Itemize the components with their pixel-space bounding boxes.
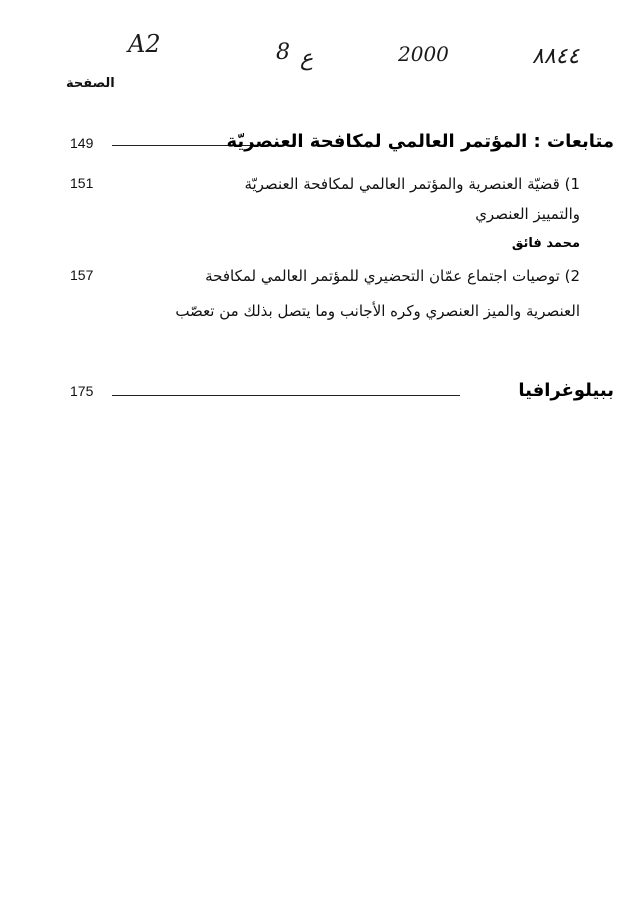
section-page-number: 149 (70, 135, 94, 151)
handwritten-eight: 8 (276, 40, 290, 65)
entry-line-1: 2) توصيات اجتماع عمّان التحضيري للمؤتمر العالمي لمكافحة (205, 267, 580, 285)
page-column-label: الصفحة (66, 76, 115, 91)
entry-author: محمد فائق (511, 236, 580, 251)
entry-line-2: العنصرية والميز العنصري وكره الأجانب وما يتصل بذلك من تعصّب (175, 302, 580, 320)
entry-line-2: والتمييز العنصري (475, 205, 580, 223)
entry-page-number: 157 (70, 267, 94, 283)
section-title: ببيلوغرافيا (518, 380, 614, 401)
handwritten-year: 2000 (398, 42, 449, 66)
handwritten-ain: ع (300, 46, 314, 71)
handwritten-a2: A2 (128, 30, 161, 58)
entry-page-number: 151 (70, 175, 94, 191)
handwritten-code: ٨٨٤٤ (532, 44, 580, 69)
section-leader-line (112, 395, 460, 396)
entry-line-1: 1) قضيّة العنصرية والمؤتمر العالمي لمكافحة العنصريّة (244, 175, 580, 193)
section-page-number: 175 (70, 383, 94, 399)
section-title: متابعات : المؤتمر العالمي لمكافحة العنصريّة (226, 131, 614, 152)
